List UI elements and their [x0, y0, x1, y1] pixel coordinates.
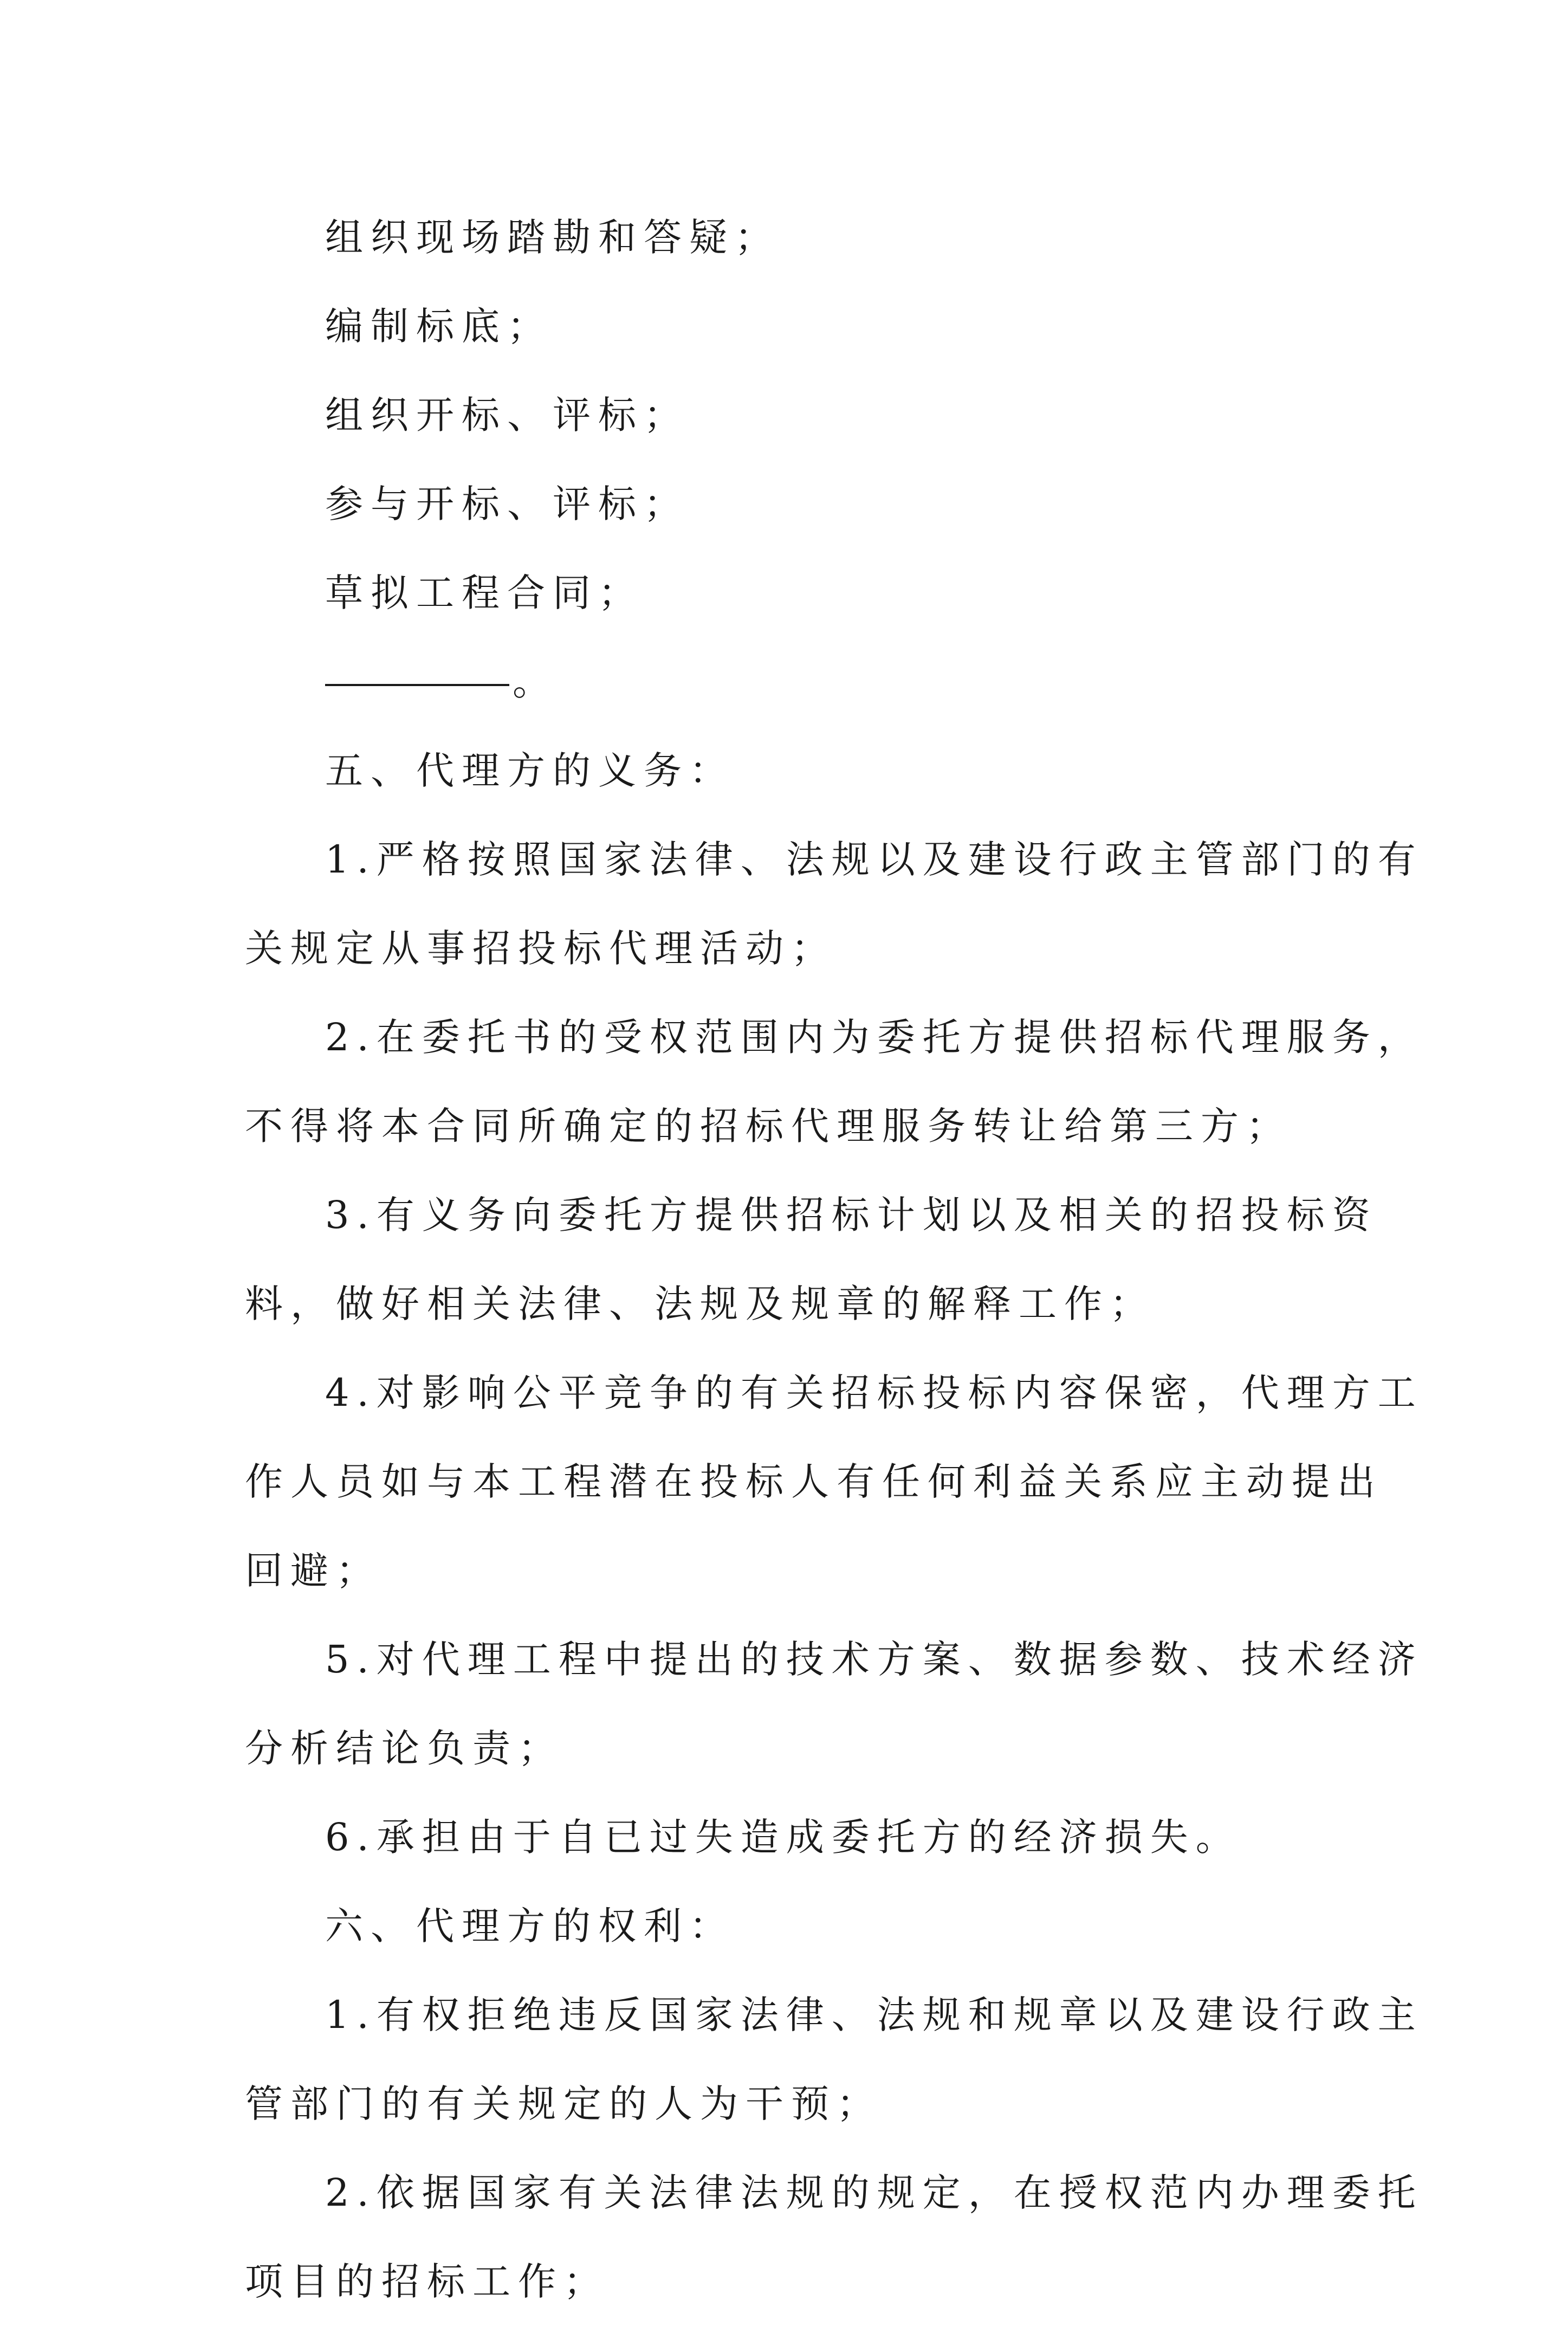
paragraph-line: 管部门的有关规定的人为干预； [245, 2082, 882, 2126]
blank-fill-item [245, 637, 1339, 726]
paragraph-line: 5.对代理工程中提出的技术方案、数据参数、技术经济 [325, 1637, 1423, 1682]
list-item: 草拟工程合同； [325, 571, 644, 615]
paragraph-line: 分析结论负责； [245, 1726, 563, 1771]
paragraph-line: 4.对影响公平竞争的有关招标投标内容保密，代理方工 [325, 1371, 1423, 1415]
list-item: 编制标底； [325, 304, 553, 348]
list-item: 组织现场踏勘和答疑； [325, 215, 780, 260]
section-heading: 六、代理方的权利： [325, 1904, 735, 1948]
paragraph-line: 料，做好相关法律、法规及规章的解释工作； [245, 1282, 1155, 1326]
paragraph-line: 不得将本合同所确定的招标代理服务转让给第三方； [245, 1104, 1292, 1148]
list-item: 组织开标、评标； [325, 393, 689, 437]
paragraph-line: 关规定从事招投标代理活动； [245, 926, 837, 971]
paragraph-line: 作人员如与本工程潜在投标人有任何利益关系应主动提出 [245, 1459, 1383, 1504]
paragraph-line: 2.在委托书的受权范围内为委托方提供招标代理服务， [325, 1015, 1423, 1059]
section-heading: 五、代理方的义务： [325, 748, 735, 793]
blank-item-end: 。 [513, 660, 558, 704]
paragraph-line: 6.承担由于自已过失造成委托方的经济损失。 [325, 1815, 1241, 1859]
paragraph-line: 回避； [245, 1548, 381, 1593]
list-item: 参与开标、评标； [325, 482, 689, 526]
paragraph-line: 1.严格按照国家法律、法规以及建设行政主管部门的有 [325, 837, 1423, 882]
paragraph-line: 3.有义务向委托方提供招标计划以及相关的招投标资 [325, 1193, 1378, 1237]
document-body [245, 193, 1423, 2326]
paragraph-line: 2.依据国家有关法律法规的规定，在授权范内办理委托 [325, 2170, 1423, 2215]
blank-underline [325, 684, 509, 686]
paragraph-line: 项目的招标工作； [245, 2259, 609, 2304]
paragraph-line: 1.有权拒绝违反国家法律、法规和规章以及建设行政主 [325, 1993, 1423, 2037]
